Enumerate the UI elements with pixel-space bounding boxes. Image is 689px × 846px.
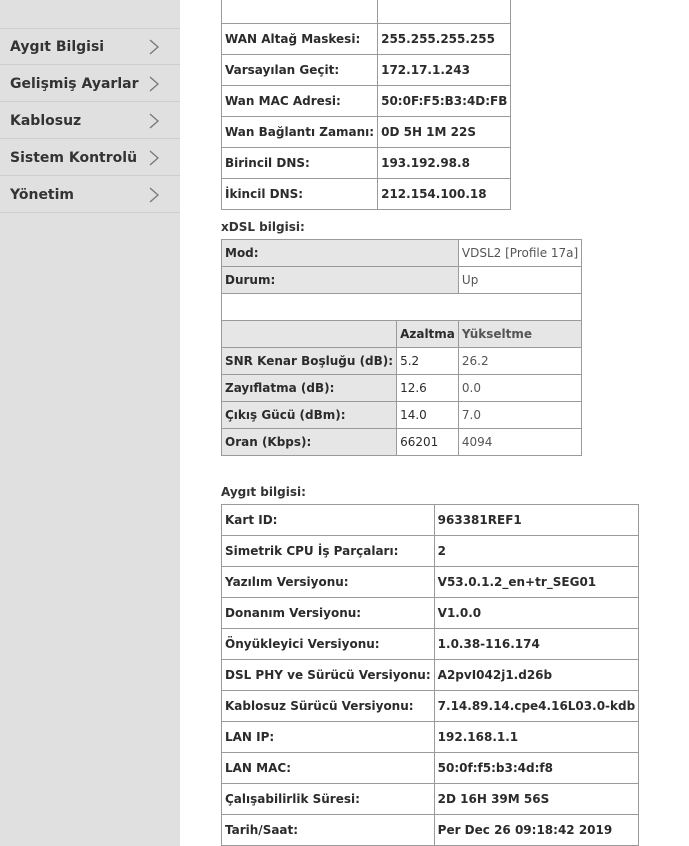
chevron-right-icon <box>148 76 160 92</box>
table-value: 50:0F:F5:B3:4D:FB <box>378 86 511 117</box>
table-row <box>222 722 639 753</box>
table-row <box>222 375 582 402</box>
table-value: Up <box>458 267 581 294</box>
table-value: V1.0.0 <box>434 598 639 629</box>
chevron-right-icon <box>148 39 160 55</box>
table-row <box>222 402 582 429</box>
table-key: Zayıflatma (dB): <box>222 375 397 402</box>
table-value-down: 12.6 <box>397 375 459 402</box>
table-key: Tarih/Saat: <box>222 815 435 846</box>
table-key: Çalışabilirlik Süresi: <box>222 784 435 815</box>
sidebar-item-wireless[interactable] <box>0 103 180 139</box>
table-value-up: 0.0 <box>458 375 581 402</box>
table-value: Per Dec 26 09:18:42 2019 <box>434 815 639 846</box>
table-value-up: 4094 <box>458 429 581 456</box>
table-value: VDSL2 [Profile 17a] <box>458 240 581 267</box>
table-key: Kablosuz Sürücü Versiyonu: <box>222 691 435 722</box>
table-key: İkincil DNS: <box>222 179 378 210</box>
header-empty <box>222 321 397 348</box>
table-row <box>222 753 639 784</box>
header-down: Azaltma <box>397 321 459 348</box>
table-key: Donanım Versiyonu: <box>222 598 435 629</box>
table-value: 192.168.1.1 <box>434 722 639 753</box>
header-up: Yükseltme <box>458 321 581 348</box>
table-key: Mod: <box>222 240 459 267</box>
table-key: Yazılım Versiyonu: <box>222 567 435 598</box>
table-row <box>222 0 511 24</box>
table-value: 193.192.98.8 <box>378 148 511 179</box>
table-value-up: 26.2 <box>458 348 581 375</box>
table-header-row <box>222 321 582 348</box>
table-key: Varsayılan Geçit: <box>222 55 378 86</box>
chevron-right-icon <box>148 150 160 166</box>
sidebar-item-label: Gelişmiş Ayarlar <box>10 76 139 92</box>
table-row <box>222 148 511 179</box>
table-value: 50:0f:f5:b3:4d:f8 <box>434 753 639 784</box>
device-section-title: Aygıt bilgisi: <box>221 485 306 499</box>
table-key: WAN Altağ Maskesi: <box>222 24 378 55</box>
sidebar-item-label: Sistem Kontrolü <box>10 150 138 166</box>
table-row <box>222 179 511 210</box>
table-key: Birincil DNS: <box>222 148 378 179</box>
table-row <box>222 86 511 117</box>
sidebar-item-system-control[interactable] <box>0 140 180 176</box>
table-key: Wan Bağlantı Zamanı: <box>222 117 378 148</box>
table-row <box>222 24 511 55</box>
table-row <box>222 567 639 598</box>
wan-info-table <box>221 0 511 210</box>
table-value: A2pvI042j1.d26b <box>434 660 639 691</box>
table-value: 0D 5H 1M 22S <box>378 117 511 148</box>
sidebar-item-label: Yönetim <box>10 187 75 203</box>
device-info-table <box>221 504 639 846</box>
table-row <box>222 240 582 267</box>
table-row <box>222 660 639 691</box>
table-value-down: 14.0 <box>397 402 459 429</box>
table-row <box>222 505 639 536</box>
table-row <box>222 536 639 567</box>
main-content <box>180 0 689 846</box>
table-value: 212.154.100.18 <box>378 179 511 210</box>
table-key: Kart ID: <box>222 505 435 536</box>
table-key: Simetrik CPU İş Parçaları: <box>222 536 435 567</box>
table-value: 2 <box>434 536 639 567</box>
table-key: Oran (Kbps): <box>222 429 397 456</box>
table-value-up: 7.0 <box>458 402 581 429</box>
table-value: 1.0.38-116.174 <box>434 629 639 660</box>
empty-cell <box>222 294 582 321</box>
sidebar-item-label: Aygıt Bilgisi <box>10 39 105 55</box>
table-row <box>222 429 582 456</box>
sidebar-item-management[interactable] <box>0 177 180 213</box>
table-value <box>378 0 511 24</box>
table-key: Wan MAC Adresi: <box>222 86 378 117</box>
table-key <box>222 0 378 24</box>
table-row <box>222 117 511 148</box>
xdsl-section-title: xDSL bilgisi: <box>221 220 305 234</box>
table-key: LAN MAC: <box>222 753 435 784</box>
sidebar-item-device-info[interactable] <box>0 29 180 65</box>
table-key: Durum: <box>222 267 459 294</box>
table-row <box>222 629 639 660</box>
table-row <box>222 598 639 629</box>
table-row-empty <box>222 294 582 321</box>
table-value: 7.14.89.14.cpe4.16L03.0-kdb <box>434 691 639 722</box>
sidebar <box>0 0 180 846</box>
table-value-down: 5.2 <box>397 348 459 375</box>
table-value: 255.255.255.255 <box>378 24 511 55</box>
sidebar-item-label: Kablosuz <box>10 113 82 129</box>
table-key: LAN IP: <box>222 722 435 753</box>
table-row <box>222 784 639 815</box>
table-key: DSL PHY ve Sürücü Versiyonu: <box>222 660 435 691</box>
table-key: Önyükleyici Versiyonu: <box>222 629 435 660</box>
table-row <box>222 267 582 294</box>
table-value-down: 66201 <box>397 429 459 456</box>
table-row <box>222 55 511 86</box>
table-key: SNR Kenar Boşluğu (dB): <box>222 348 397 375</box>
table-value: 172.17.1.243 <box>378 55 511 86</box>
table-key: Çıkış Gücü (dBm): <box>222 402 397 429</box>
table-value: 963381REF1 <box>434 505 639 536</box>
sidebar-item-advanced-settings[interactable] <box>0 66 180 102</box>
table-value: V53.0.1.2_en+tr_SEG01 <box>434 567 639 598</box>
table-row <box>222 691 639 722</box>
table-row <box>222 815 639 846</box>
chevron-right-icon <box>148 113 160 129</box>
table-row <box>222 348 582 375</box>
chevron-right-icon <box>148 187 160 203</box>
table-value: 2D 16H 39M 56S <box>434 784 639 815</box>
xdsl-info-table <box>221 239 582 456</box>
